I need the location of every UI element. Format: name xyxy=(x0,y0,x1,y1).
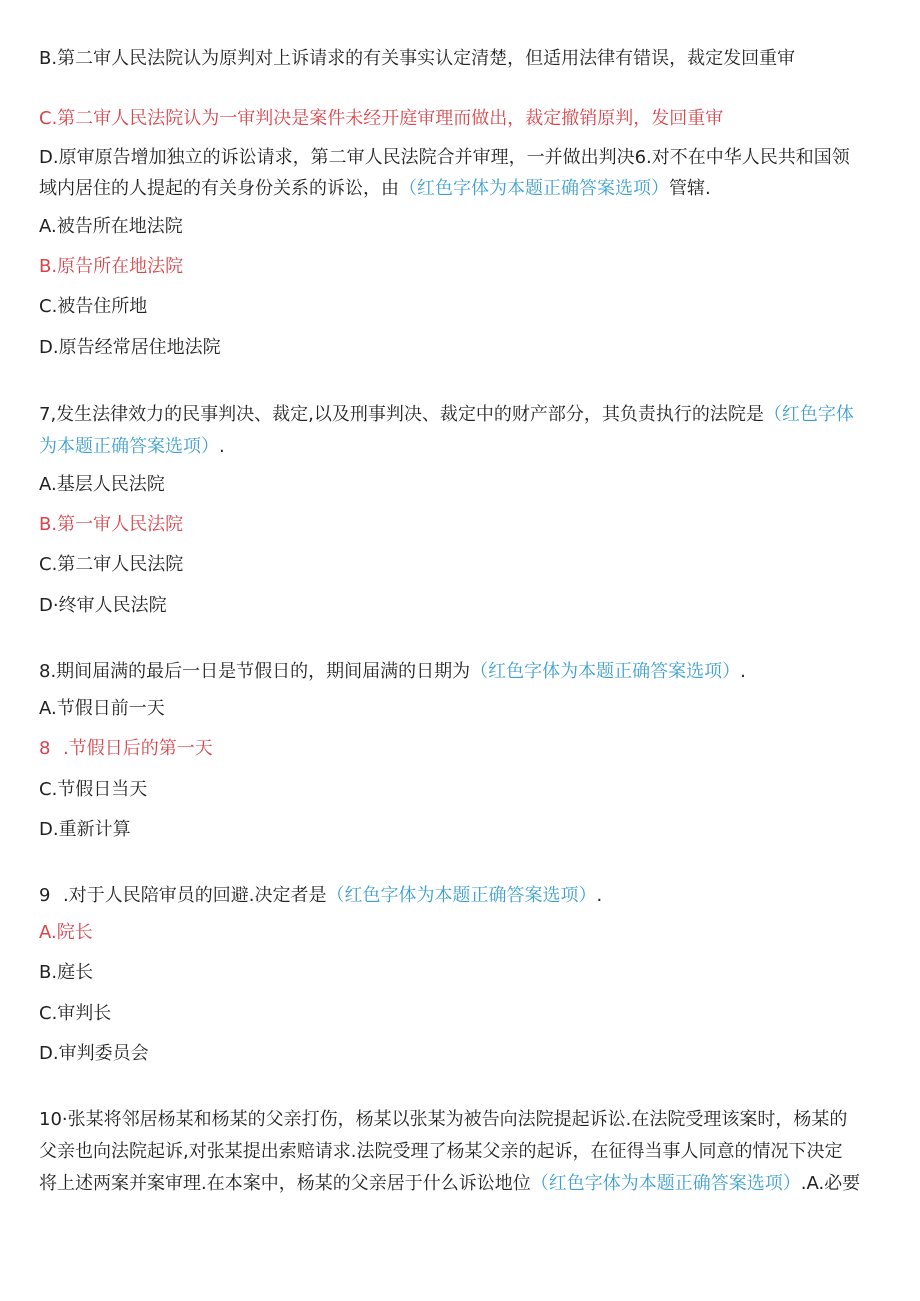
q5-option-c-correct: C.第二审人民法院认为一审判决是案件未经开庭审理而做出，裁定撤销原判，发回重审 xyxy=(39,108,724,129)
q10-stem-text: 将上述两案并案审理.在本案中，杨某的父亲居于什么诉讼地位 xyxy=(39,1173,531,1194)
q9-stem xyxy=(39,884,602,908)
q7-stem-line1 xyxy=(39,403,854,427)
q9-option-c: C.审判长 xyxy=(39,1003,112,1024)
q8-option-a: A.节假日前一天 xyxy=(39,698,165,719)
q6-option-b-correct: B.原告所在地法院 xyxy=(39,256,184,277)
q7-answer-hint-part1: （红色字体 xyxy=(763,404,854,425)
q8-stem-end: . xyxy=(740,661,746,682)
q8-stem xyxy=(39,660,746,684)
q8-option-b-number: 8 xyxy=(39,738,51,759)
q8-option-d: D.重新计算 xyxy=(39,819,131,840)
q9-answer-hint: （红色字体为本题正确答案选项） xyxy=(326,885,597,906)
q7-option-c: C.第二审人民法院 xyxy=(39,554,184,575)
q7-option-a: A.基层人民法院 xyxy=(39,474,165,495)
q9-option-b: B.庭长 xyxy=(39,962,94,983)
q5-option-b: B.第二审人民法院认为原判对上诉请求的有关事实认定清楚，但适用法律有错误，裁定发回重审 xyxy=(39,48,796,69)
q6-stem-text: 域内居住的人提起的有关身份关系的诉讼，由 xyxy=(39,178,399,199)
q6-stem-end: 管辖. xyxy=(669,178,711,199)
q8-option-b-correct xyxy=(39,737,213,761)
q7-stem-end: . xyxy=(219,436,225,457)
q6-answer-hint: （红色字体为本题正确答案选项） xyxy=(399,178,669,199)
q6-stem-line2 xyxy=(39,177,711,201)
q9-stem-text: .对于人民陪审员的回避.决定者是 xyxy=(63,885,327,906)
q10-stem-line2: 父亲也向法院起诉,对张某提出索赔请求.法院受理了杨某父亲的起诉，在征得当事人同意的情况下决定 xyxy=(39,1141,843,1162)
q6-option-d: D.原告经常居住地法院 xyxy=(39,337,221,358)
q10-answer-hint: （红色字体为本题正确答案选项） xyxy=(530,1173,801,1194)
q9-option-d: D.审判委员会 xyxy=(39,1043,149,1064)
q6-option-a: A.被告所在地法院 xyxy=(39,216,183,237)
q7-stem-line2 xyxy=(39,435,225,459)
q7-option-b-correct: B.第一审人民法院 xyxy=(39,514,184,535)
q8-option-c: C.节假日当天 xyxy=(39,779,148,800)
q10-stem-line1: 10·张某将邻居杨某和杨某的父亲打伤，杨某以张某为被告向法院提起诉讼.在法院受理该案时，杨某的 xyxy=(39,1109,848,1130)
q10-stem-line3 xyxy=(39,1172,860,1196)
q8-option-b-text: .节假日后的第一天 xyxy=(63,738,213,759)
q7-option-d: D·终审人民法院 xyxy=(39,595,167,616)
q10-stem-end: .A.必要 xyxy=(800,1173,861,1194)
q6-stem-line1: 6.对不在中华人民共和国领 xyxy=(634,147,850,168)
q8-answer-hint: （红色字体为本题正确答案选项） xyxy=(470,661,741,682)
q9-option-a-correct: A.院长 xyxy=(39,922,93,943)
q6-option-c: C.被告住所地 xyxy=(39,296,148,317)
q9-stem-end: . xyxy=(596,885,603,906)
q8-stem-text: 8.期间届满的最后一日是节假日的，期间届满的日期为 xyxy=(39,661,471,682)
q9-number: 9 xyxy=(39,885,51,906)
q5-option-d-q6-stem-line1 xyxy=(39,146,850,170)
q7-answer-hint-part2: 为本题正确答案选项） xyxy=(39,436,219,457)
q5-option-d: D.原审原告增加独立的诉讼请求，第二审人民法院合并审理，一并做出判决 xyxy=(39,147,635,168)
q7-stem-text: 7,发生法律效力的民事判决、裁定,以及刑事判决、裁定中的财产部分，其负责执行的法院是 xyxy=(39,404,764,425)
